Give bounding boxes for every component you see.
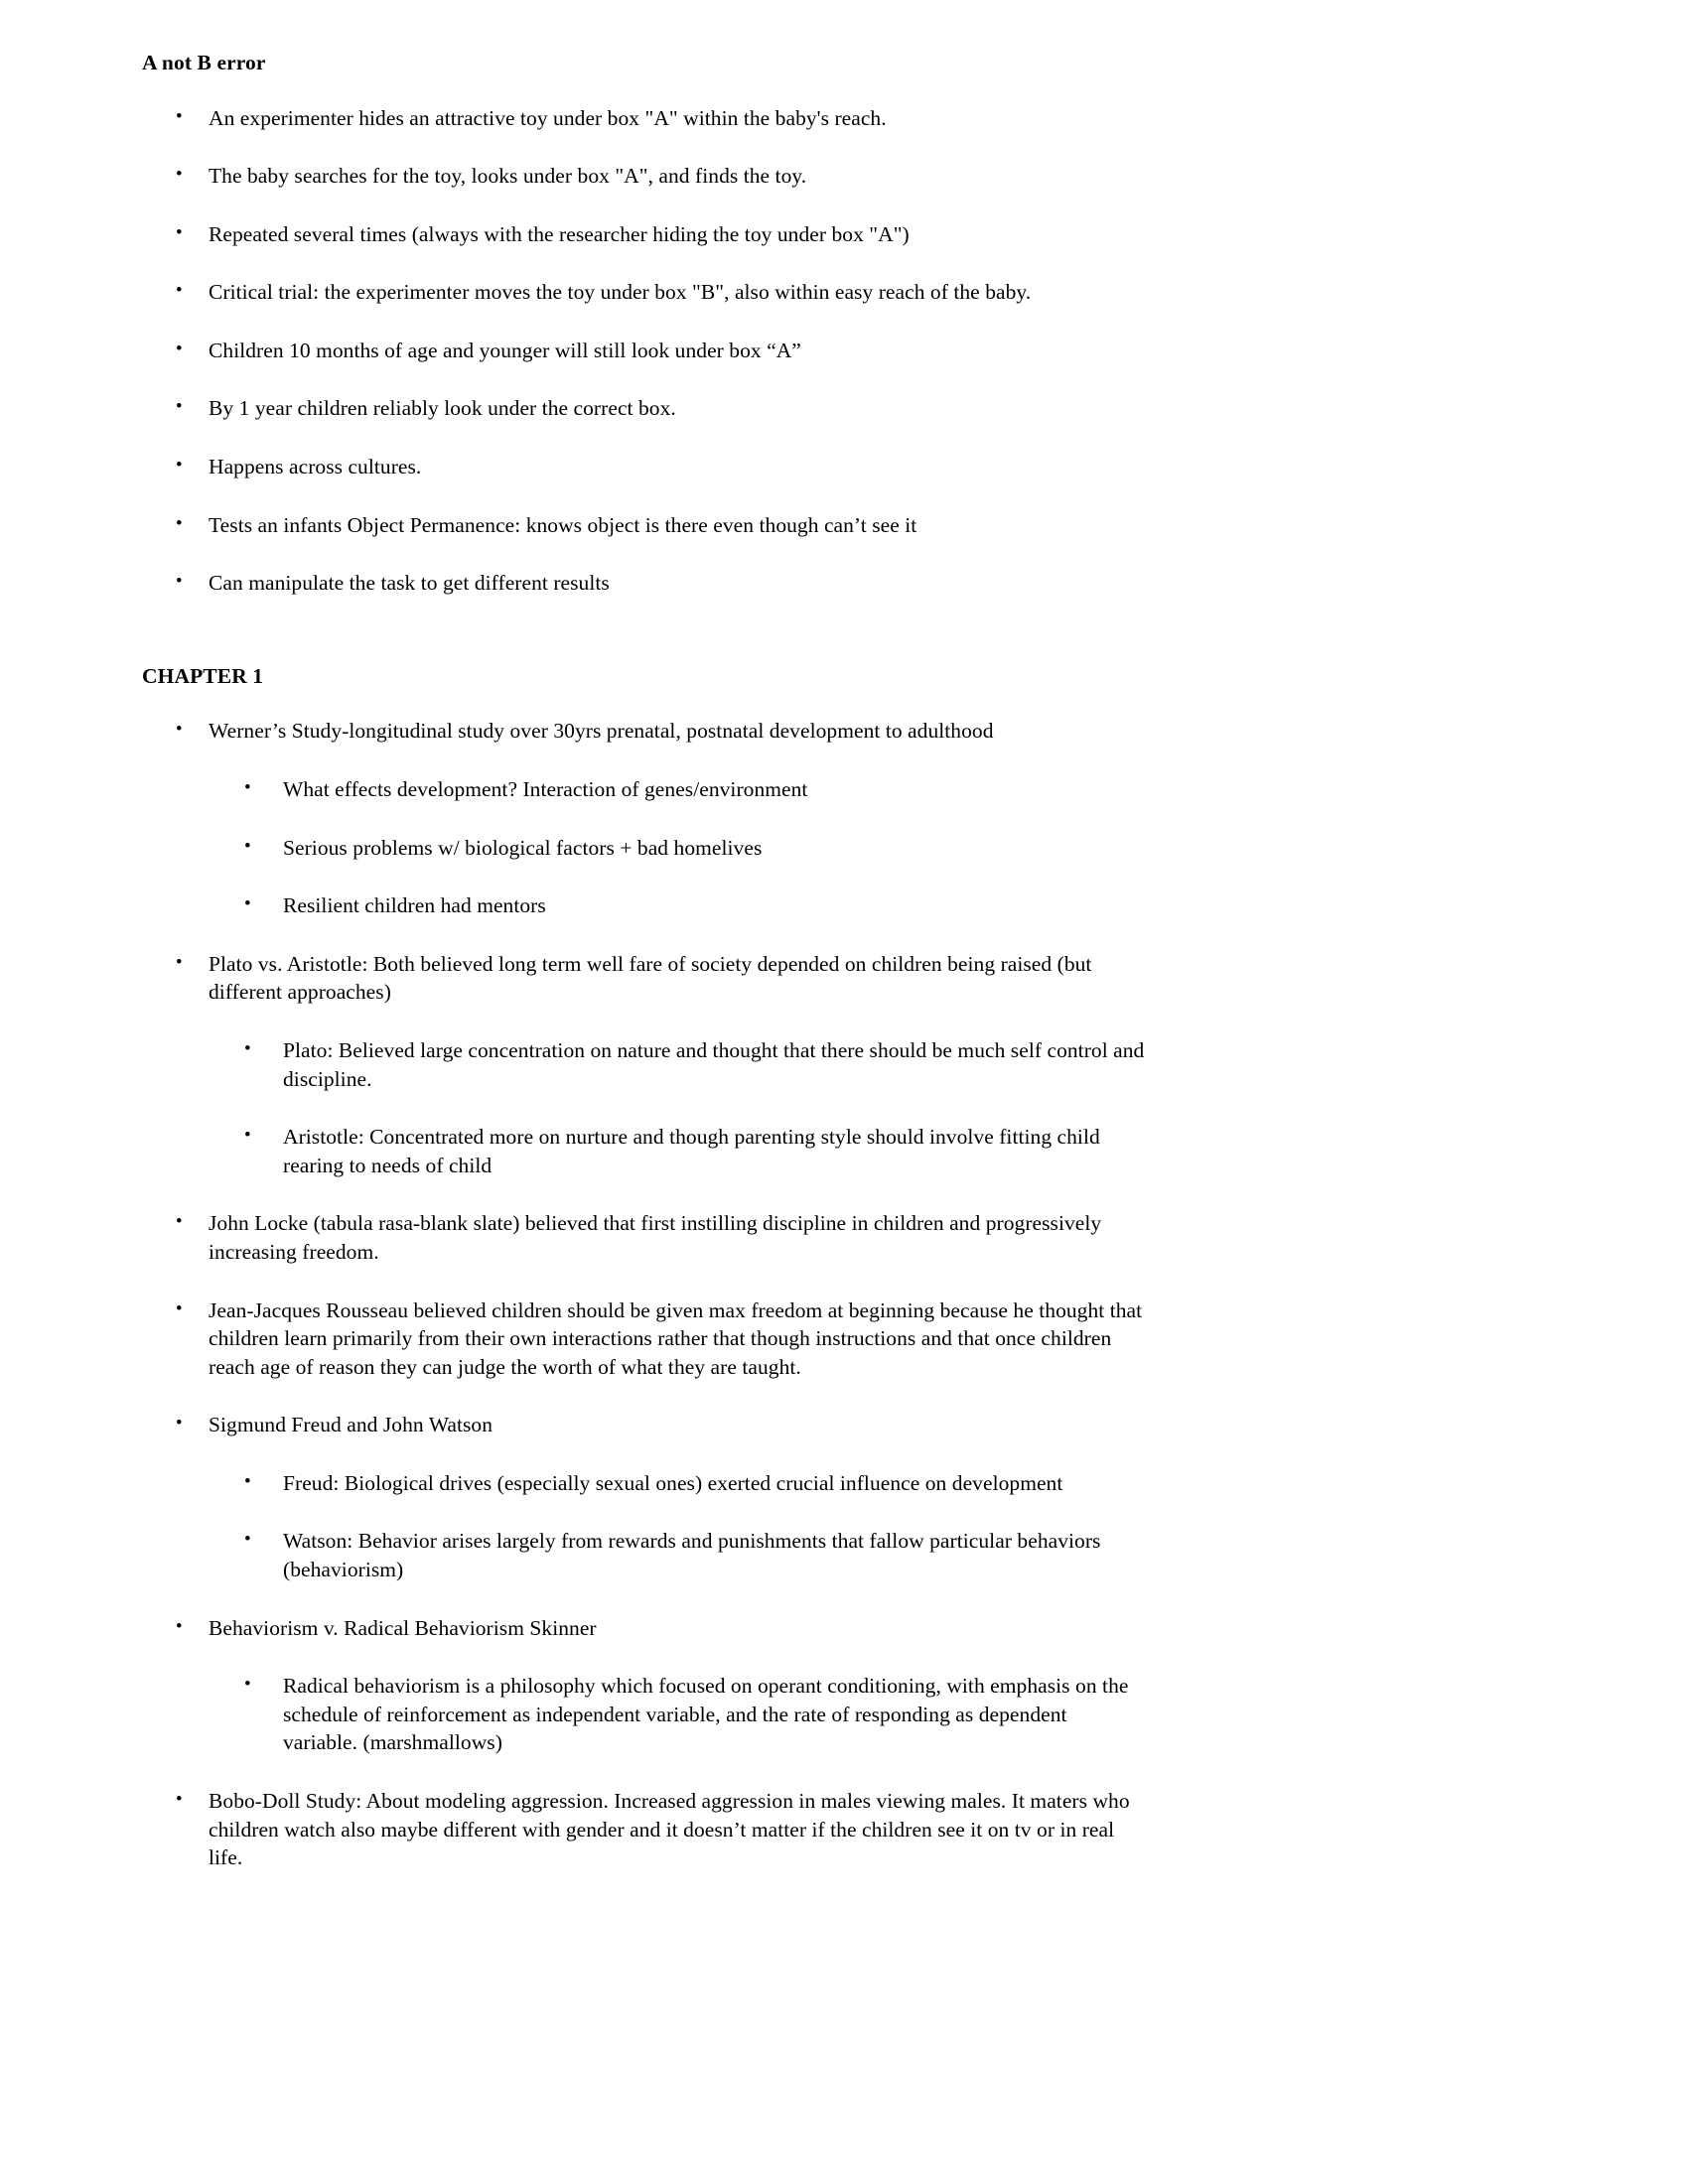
list-item bbox=[142, 1036, 1145, 1093]
bullet-icon: • bbox=[176, 512, 183, 534]
section-spacer bbox=[142, 627, 1145, 661]
list-item-text: Resilient children had mentors bbox=[283, 893, 546, 918]
list-item-text: Watson: Behavior arises largely from rewards and punishments that fallow particular behaviors (behaviorism) bbox=[283, 1529, 1101, 1582]
list-item bbox=[142, 220, 1145, 249]
bullet-icon: • bbox=[176, 571, 183, 593]
list-item-text: The baby searches for the toy, looks under box "A", and finds the toy. bbox=[209, 164, 807, 189]
list-item-text: Tests an infants Object Permanence: knows object is there even though can’t see it bbox=[209, 512, 917, 537]
list-item-text: By 1 year children reliably look under the correct box. bbox=[209, 396, 676, 421]
document-body bbox=[142, 48, 1145, 1902]
bullet-icon: • bbox=[244, 893, 251, 915]
bullet-icon: • bbox=[244, 835, 251, 857]
bullet-icon: • bbox=[244, 1674, 251, 1696]
list-item-text: Aristotle: Concentrated more on nurture and though parenting style should involve fitting child rearing to needs of child bbox=[283, 1125, 1100, 1177]
bullet-icon: • bbox=[176, 105, 183, 127]
list-item-text: Children 10 months of age and younger will still look under box “A” bbox=[209, 338, 801, 362]
list-item bbox=[142, 1297, 1145, 1382]
list-item bbox=[142, 1209, 1145, 1266]
bullet-icon: • bbox=[176, 455, 183, 477]
list-item bbox=[142, 1123, 1145, 1179]
list-item-text: Plato: Believed large concentration on nature and thought that there should be much self control and discipline. bbox=[283, 1037, 1145, 1091]
list-item bbox=[142, 162, 1145, 191]
section-heading-chapter-1: CHAPTER 1 bbox=[142, 663, 264, 688]
list-item bbox=[142, 394, 1145, 423]
list-item bbox=[142, 1411, 1145, 1439]
bullet-icon: • bbox=[176, 1789, 183, 1811]
bullet-icon: • bbox=[244, 1125, 251, 1147]
list-item-text: Bobo-Doll Study: About modeling aggression. Increased aggression in males viewing males. It maters who children watch also maybe different with gender and it doesn’t matter if the children see it on tv or in real life. bbox=[209, 1789, 1130, 1870]
bullet-icon: • bbox=[176, 951, 183, 973]
heading-spacer bbox=[142, 78, 1145, 104]
list-item bbox=[142, 1469, 1145, 1498]
list-item-text: Freud: Biological drives (especially sexual ones) exerted crucial influence on development bbox=[283, 1470, 1063, 1495]
bullet-icon: • bbox=[176, 396, 183, 418]
list-item bbox=[142, 1614, 1145, 1643]
list-item-text: Sigmund Freud and John Watson bbox=[209, 1413, 492, 1437]
bullet-icon: • bbox=[244, 1037, 251, 1059]
bullet-icon: • bbox=[176, 1297, 183, 1319]
list-item bbox=[142, 1527, 1145, 1583]
list-item bbox=[142, 834, 1145, 863]
bullet-icon: • bbox=[176, 280, 183, 302]
list-item bbox=[142, 337, 1145, 365]
bullet-icon: • bbox=[176, 164, 183, 186]
bullet-icon: • bbox=[176, 1615, 183, 1637]
bullet-icon: • bbox=[176, 1211, 183, 1233]
bullet-icon: • bbox=[176, 221, 183, 243]
bullet-icon: • bbox=[244, 776, 251, 798]
list-item bbox=[142, 104, 1145, 133]
list-item bbox=[142, 278, 1145, 307]
list-item bbox=[142, 453, 1145, 481]
heading-spacer bbox=[142, 691, 1145, 717]
list-item bbox=[142, 511, 1145, 540]
list-item-text: John Locke (tabula rasa-blank slate) believed that first instilling discipline in children and progressively increasing freedom. bbox=[209, 1211, 1102, 1264]
bullet-icon: • bbox=[244, 1470, 251, 1492]
list-item bbox=[142, 717, 1145, 746]
bullet-icon: • bbox=[176, 338, 183, 359]
bullet-icon: • bbox=[176, 719, 183, 741]
list-item-text: Behaviorism v. Radical Behaviorism Skinner bbox=[209, 1615, 597, 1640]
list-item bbox=[142, 569, 1145, 598]
list-item bbox=[142, 1672, 1145, 1757]
list-item-text: Critical trial: the experimenter moves the toy under box "B", also within easy reach of the baby. bbox=[209, 280, 1032, 305]
list-item bbox=[142, 1787, 1145, 1872]
list-item bbox=[142, 775, 1145, 804]
list-item-text: Radical behaviorism is a philosophy which focused on operant conditioning, with emphasis on the schedule of reinforcement as independent variable, and the rate of responding as dependent variable. (marshmallows) bbox=[283, 1674, 1129, 1755]
section-heading-a-not-b-error: A not B error bbox=[142, 51, 266, 74]
bullet-icon: • bbox=[244, 1529, 251, 1551]
list-item-text: Serious problems w/ biological factors + bad homelives bbox=[283, 835, 763, 860]
list-item-text: Plato vs. Aristotle: Both believed long term well fare of society depended on children being raised (but different approaches) bbox=[209, 951, 1092, 1005]
list-item-text: What effects development? Interaction of genes/environment bbox=[283, 776, 808, 801]
bullet-icon: • bbox=[176, 1413, 183, 1434]
list-item-text: An experimenter hides an attractive toy under box "A" within the baby's reach. bbox=[209, 105, 887, 130]
list-item-text: Repeated several times (always with the researcher hiding the toy under box "A") bbox=[209, 221, 910, 246]
list-item-text: Jean-Jacques Rousseau believed children should be given max freedom at beginning because he thought that children learn primarily from their own interactions rather that though instructions and that once children reach age of reason they can judge the worth of what they are taught. bbox=[209, 1297, 1143, 1379]
bullet-list-chapter-1 bbox=[142, 717, 1145, 1871]
bullet-list-a-not-b-error bbox=[142, 104, 1145, 598]
list-item bbox=[142, 950, 1145, 1007]
list-item-text: Werner’s Study-longitudinal study over 30yrs prenatal, postnatal development to adulthood bbox=[209, 719, 994, 744]
list-item-text: Happens across cultures. bbox=[209, 455, 422, 479]
list-item-text: Can manipulate the task to get different results bbox=[209, 571, 610, 596]
list-item bbox=[142, 891, 1145, 920]
